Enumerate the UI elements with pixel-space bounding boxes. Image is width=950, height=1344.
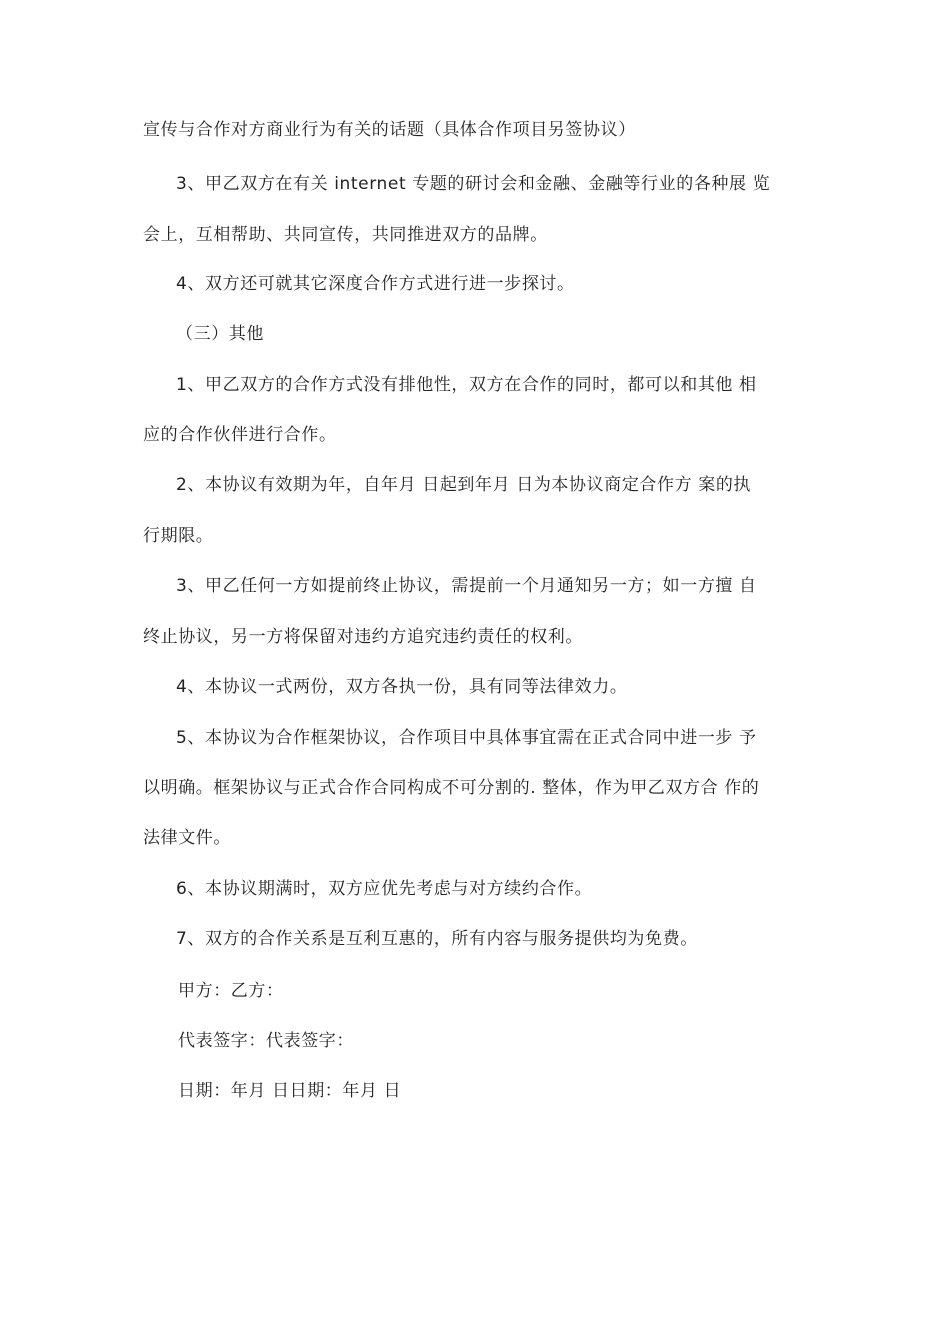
text-line-6: 1、甲乙双方的合作方式没有排他性，双方在合作的同时，都可以和其他 相	[176, 375, 757, 395]
text-line-9: 行期限。	[143, 526, 214, 546]
signature-line: 代表签字：代表签字：	[178, 1031, 354, 1051]
text-line-8: 2、本协议有效期为年，自年月 日起到年月 日为本协议商定合作方 案的执	[176, 475, 752, 495]
text-line-1: 宣传与合作对方商业行为有关的话题（具体合作项目另签协议）	[143, 120, 636, 140]
party-line: 甲方：乙方：	[178, 981, 284, 1001]
text-line-11: 终止协议，另一方将保留对违约方追究违约责任的权利。	[143, 627, 583, 647]
text-line-12: 4、本协议一式两份，双方各执一份，具有同等法律效力。	[176, 677, 628, 697]
text-line-3: 会上，互相帮助、共同宣传，共同推进双方的品牌。	[143, 225, 548, 245]
text-line-13: 5、本协议为合作框架协议，合作项目中具体事宜需在正式合同中进一步 予	[176, 728, 757, 748]
text-line-15: 法律文件。	[143, 828, 231, 848]
section-heading-other: （三）其他	[176, 324, 264, 344]
text-line-2: 3、甲乙双方在有关 internet 专题的研讨会和金融、金融等行业的各种展 览	[176, 174, 771, 194]
text-line-4: 4、双方还可就其它深度合作方式进行进一步探讨。	[176, 274, 575, 294]
text-line-7: 应的合作伙伴进行合作。	[143, 425, 337, 445]
text-line-16: 6、本协议期满时，双方应优先考虑与对方续约合作。	[176, 879, 593, 899]
text-line-10: 3、甲乙任何一方如提前终止协议，需提前一个月通知另一方；如一方擅 自	[176, 576, 757, 596]
text-line-17: 7、双方的合作关系是互利互惠的，所有内容与服务提供均为免费。	[176, 929, 698, 949]
date-line: 日期：年月 日日期：年月 日	[178, 1081, 402, 1101]
text-line-14: 以明确。框架协议与正式合作合同构成不可分割的. 整体，作为甲乙双方合 作的	[143, 778, 760, 798]
